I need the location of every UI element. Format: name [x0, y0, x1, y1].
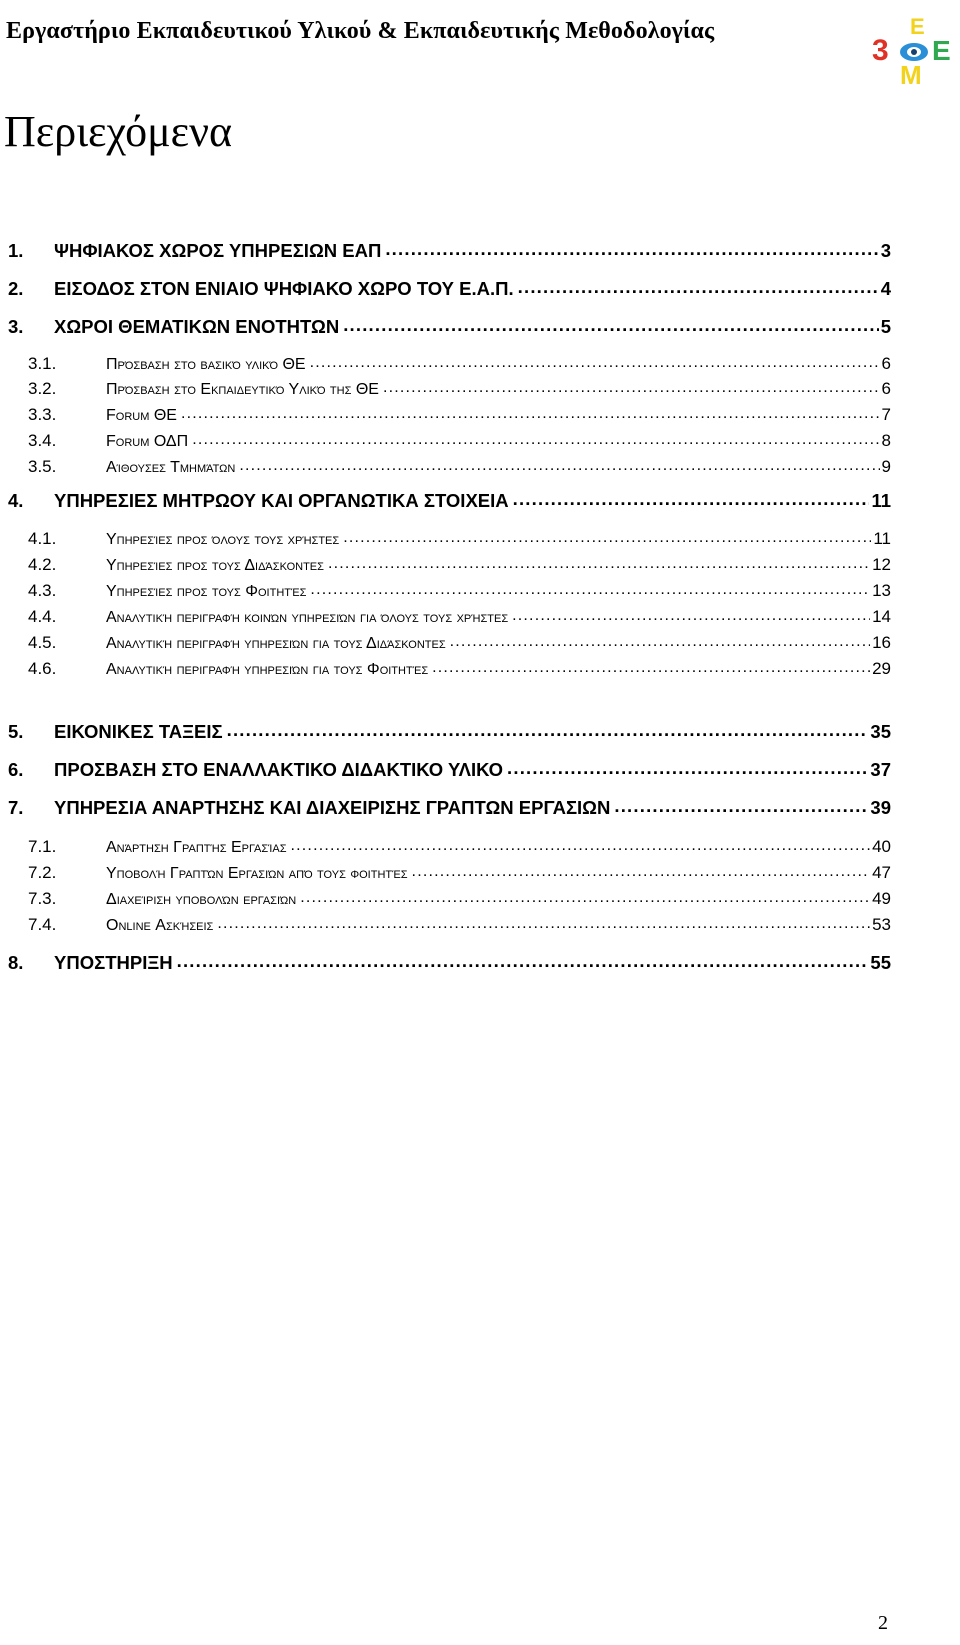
svg-text:E: E: [910, 14, 925, 39]
toc-entry-title: ΕΙΚΟΝΙΚΕΣ ΤΑΞΕΙΣ: [54, 721, 223, 742]
toc-entry-title: Αναλυτική περιγραφή υπηρεσιών για τους Φοιτητές: [106, 661, 429, 678]
page-number: 2: [878, 1612, 888, 1634]
toc-entry-title: ΕΙΣΟΔΟΣ ΣΤΟΝ ΕΝΙΑΙΟ ΨΗΦΙΑΚΟ ΧΩΡΟ ΤΟΥ Ε.Α.Π.: [54, 278, 514, 299]
toc-entry-title: ΠΡΟΣΒΑΣΗ ΣΤΟ ΕΝΑΛΛΑΚΤΙΚΟ ΔΙΔΑΚΤΙΚΟ ΥΛΙΚΟ: [54, 759, 504, 780]
toc-entry-title: ΥΠΗΡΕΣΙΑ ΑΝΑΡΤΗΣΗΣ ΚΑΙ ΔΙΑΧΕΙΡΙΣΗΣ ΓΡΑΠΤΩΝ ΕΡΓΑΣΙΩΝ: [54, 797, 611, 818]
toc-entry-title: Πρόσβαση στο Εκπαιδευτικό Υλικό της ΘΕ: [106, 381, 379, 398]
toc-subentry[interactable]: [28, 551, 891, 575]
toc-entry-title: Υποβολή Γραπτών Εργασιών από τους φοιτητές: [106, 865, 408, 882]
toc-entry-page: 3: [880, 240, 891, 261]
toc-entry-title: ΥΠΟΣΤΗΡΙΞΗ: [54, 952, 173, 973]
toc-entry-number: 3.1.: [28, 354, 57, 373]
toc-entry-number: 4.: [8, 490, 24, 511]
toc-entry-page: 39: [870, 797, 891, 818]
toc-heading: Περιεχόμενα: [4, 107, 233, 156]
toc-entry-title: Πρόσβαση στο βασικό υλικό ΘΕ: [106, 356, 306, 373]
svg-text:E: E: [932, 35, 951, 66]
toc-dot-leader: [343, 316, 879, 338]
toc-entry-page: 55: [870, 952, 891, 973]
toc-dot-leader: [385, 240, 878, 262]
toc-dot-leader: [512, 605, 870, 627]
toc-dot-leader: [310, 352, 880, 374]
toc-dot-leader: [513, 490, 870, 512]
toc-entry-title: Υπηρεσίες προς τους Φοιτητές: [106, 583, 307, 600]
toc-entry-page: 6: [881, 354, 891, 373]
toc-entry-number: 5.: [8, 721, 24, 742]
toc-entry-page: 7: [881, 405, 891, 424]
toc-entry[interactable]: [8, 314, 891, 338]
toc-subentry[interactable]: [28, 401, 891, 425]
toc-entry-number: 7.3.: [28, 889, 57, 908]
toc-entry-number: 6.: [8, 759, 24, 780]
svg-text:3: 3: [872, 34, 889, 67]
toc-entry[interactable]: [8, 719, 891, 743]
toc-dot-leader: [328, 553, 870, 575]
svg-text:M: M: [900, 60, 922, 86]
toc-subentry[interactable]: [28, 577, 891, 601]
toc-dot-leader: [614, 797, 868, 819]
toc-entry-number: 4.5.: [28, 633, 57, 652]
toc-entry[interactable]: [8, 757, 891, 781]
toc-entry-page: 40: [872, 837, 891, 856]
toc-dot-leader: [239, 455, 879, 477]
toc-entry-number: 2.: [8, 278, 24, 299]
toc-entry-page: 37: [870, 759, 891, 780]
toc-subentry[interactable]: [28, 603, 891, 627]
toc-entry-number: 7.: [8, 797, 24, 818]
toc-entry-number: 3.2.: [28, 379, 57, 398]
toc-entry-page: 53: [872, 915, 891, 934]
toc-entry-number: 7.4.: [28, 915, 57, 934]
toc-entry-number: 4.3.: [28, 581, 57, 600]
toc-entry-title: ΨΗΦΙΑΚΟΣ ΧΩΡΟΣ ΥΠΗΡΕΣΙΩΝ ΕΑΠ: [54, 240, 382, 261]
toc-entry[interactable]: [8, 488, 891, 512]
toc-entry[interactable]: [8, 238, 891, 262]
toc-entry-title: Online Ασκήσεις: [106, 917, 214, 934]
toc-entry-title: Υπηρεσίες προς όλους τους χρήστες: [106, 531, 340, 548]
toc-dot-leader: [518, 278, 879, 300]
toc-dot-leader: [383, 377, 880, 399]
toc-entry-page: 29: [872, 659, 891, 678]
toc-subentry[interactable]: [28, 655, 891, 679]
toc-entry-number: 4.2.: [28, 555, 57, 574]
toc-dot-leader: [181, 403, 880, 425]
toc-entry-number: 3.4.: [28, 431, 57, 450]
toc-entry-page: 5: [880, 316, 891, 337]
toc-entry-page: 16: [872, 633, 891, 652]
toc-entry-page: 11: [871, 490, 891, 511]
toc-dot-leader: [310, 579, 870, 601]
toc-subentry[interactable]: [28, 911, 891, 935]
toc-subentry[interactable]: [28, 375, 891, 399]
toc-entry-title: Αναλυτική περιγραφή κοινών υπηρεσιών για όλους τους χρήστες: [106, 609, 509, 626]
toc-entry-title: ΥΠΗΡΕΣΙΕΣ ΜΗΤΡΩΟΥ ΚΑΙ ΟΡΓΑΝΩΤΙΚΑ ΣΤΟΙΧΕΙΑ: [54, 490, 509, 511]
toc-entry-page: 6: [881, 379, 891, 398]
toc-dot-leader: [217, 913, 870, 935]
toc-subentry[interactable]: [28, 833, 891, 857]
toc-dot-leader: [291, 835, 871, 857]
toc-entry-title: Διαχείριση υποβολών εργασιών: [106, 891, 297, 908]
toc-entry-title: Υπηρεσίες προς τους Διδάσκοντες: [106, 557, 324, 574]
toc-dot-leader: [450, 631, 870, 653]
toc-dot-leader: [507, 759, 868, 781]
toc-subentry[interactable]: [28, 350, 891, 374]
toc-entry-number: 7.1.: [28, 837, 57, 856]
toc-dot-leader: [343, 527, 871, 549]
toc-entry-page: 12: [872, 555, 891, 574]
toc-entry-number: 4.1.: [28, 529, 57, 548]
toc-subentry[interactable]: [28, 427, 891, 451]
toc-entry-page: 47: [872, 863, 891, 882]
toc-entry-number: 7.2.: [28, 863, 57, 882]
header-title: Εργαστήριο Εκπαιδευτικού Υλικού & Εκπαιδευτικής Μεθοδολογίας: [6, 18, 715, 44]
toc-entry-number: 1.: [8, 240, 24, 261]
toc-dot-leader: [227, 721, 869, 743]
toc-subentry[interactable]: [28, 859, 891, 883]
toc-entry[interactable]: [8, 276, 891, 300]
toc-subentry[interactable]: [28, 453, 891, 477]
toc-subentry[interactable]: [28, 525, 891, 549]
toc-entry-page: 14: [872, 607, 891, 626]
toc-dot-leader: [300, 887, 870, 909]
toc-entry-title: Forum ΟΔΠ: [106, 433, 189, 450]
toc-entry[interactable]: [8, 950, 891, 974]
toc-entry-number: 3.: [8, 316, 24, 337]
toc-entry-page: 9: [881, 457, 891, 476]
toc-entry-page: 8: [881, 431, 891, 450]
toc-dot-leader: [177, 952, 869, 974]
toc-dot-leader: [412, 861, 871, 883]
toc-entry-page: 11: [873, 529, 891, 548]
toc-entry-page: 13: [872, 581, 891, 600]
toc-entry-title: ΧΩΡΟΙ ΘΕΜΑΤΙΚΩΝ ΕΝΟΤΗΤΩΝ: [54, 316, 340, 337]
toc-entry-page: 35: [870, 721, 891, 742]
toc-entry-page: 49: [872, 889, 891, 908]
toc-entry-title: Ανάρτηση Γραπτής Εργασίας: [106, 839, 287, 856]
toc-subentry[interactable]: [28, 885, 891, 909]
toc-entry-page: 4: [880, 278, 891, 299]
toc-entry[interactable]: [8, 795, 891, 819]
toc-entry-number: 3.3.: [28, 405, 57, 424]
toc-entry-title: Αναλυτική περιγραφή υπηρεσιών για τους Διδάσκοντες: [106, 635, 446, 652]
toc-entry-title: Αίθουσες Τμημάτων: [106, 459, 236, 476]
toc-dot-leader: [192, 429, 879, 451]
toc-entry-number: 4.6.: [28, 659, 57, 678]
toc-entry-title: Forum ΘΕ: [106, 407, 177, 424]
toc-subentry[interactable]: [28, 629, 891, 653]
toc-dot-leader: [432, 657, 870, 679]
toc-entry-number: 3.5.: [28, 457, 57, 476]
toc-entry-number: 8.: [8, 952, 24, 973]
toc-entry-number: 4.4.: [28, 607, 57, 626]
